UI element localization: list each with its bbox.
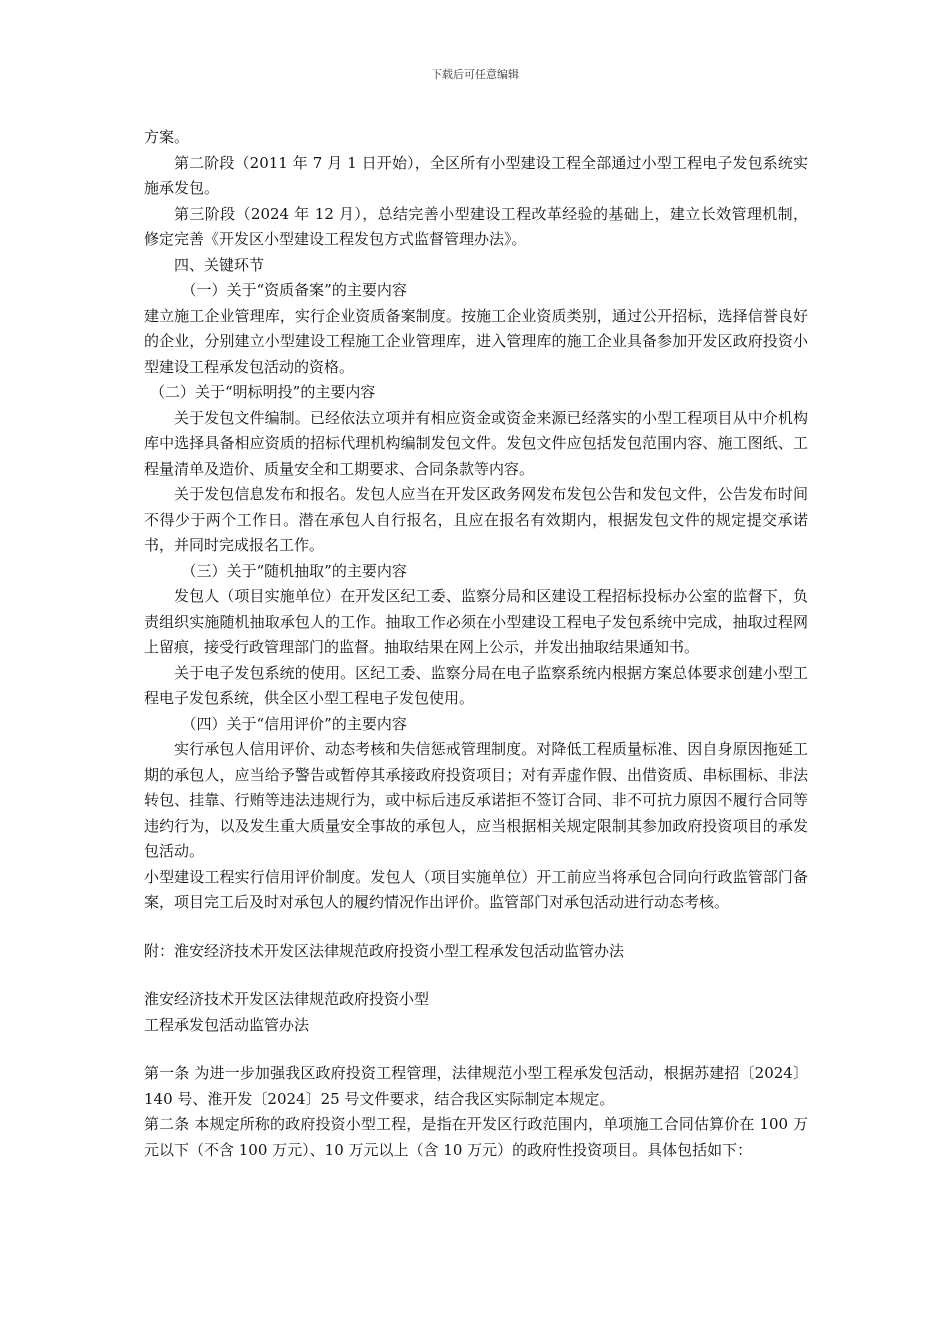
document-title-line-2: 工程承发包活动监管办法 [144,1015,310,1034]
document-body [144,125,808,1163]
subsection-heading: （四）关于“信用评价”的主要内容 [181,714,407,733]
paragraph: 关于电子发包系统的使用。区纪工委、监察分局在电子监察系统内根据方案总体要求创建小型工程电子发包系统，供全区小型工程电子发包使用。 [144,663,808,707]
paragraph: 小型建设工程实行信用评价制度。发包人（项目实施单位）开工前应当将承包合同向行政监管部门备案，项目完工后及时对承包人的履约情况作出评价。监管部门对承包活动进行动态考核。 [144,867,808,911]
subsection-heading: （三）关于“随机抽取”的主要内容 [181,561,407,580]
paragraph: 关于发包信息发布和报名。发包人应当在开发区政务网发布发包公告和发包文件，公告发布时间不得少于两个工作日。潜在承包人自行报名，且应在报名有效期内，根据发包文件的规定提交承诺书，并同时完成报名工作。 [144,485,808,554]
attachment-note: 附：淮安经济技术开发区法律规范政府投资小型工程承发包活动监管办法 [144,941,625,960]
paragraph: 第三阶段（2024 年 12 月），总结完善小型建设工程改革经验的基础上，建立长效管理机制，修定完善《开发区小型建设工程发包方式监督管理办法》。 [144,204,808,248]
paragraph: 方案。 [144,128,190,146]
paragraph: 关于发包文件编制。已经依法立项并有相应资金或资金来源已经落实的小型工程项目从中介机构库中选择具备相应资质的招标代理机构编制发包文件。发包文件应包括发包范围内容、施工图纸、工程量清单及造价、质量安全和工期要求、合同条款等内容。 [144,408,808,478]
subsection-heading: （一）关于“资质备案”的主要内容 [181,281,407,299]
page-header: 下载后可任意编辑 [431,68,519,81]
spacer [144,964,808,987]
paragraph: 建立施工企业管理库，实行企业资质备案制度。按施工企业资质类别，通过公开招标，选择信誉良好的企业，分别建立小型建设工程施工企业管理库，进入管理库的施工企业具备参加开发区政府投资小型建设工程承发包活动的资格。 [144,306,808,376]
article-1: 第一条 为进一步加强我区政府投资工程管理，法律规范小型工程承发包活动，根据苏建招〔2024〕140 号、淮开发〔2024〕25 号文件要求，结合我区实际制定本规定。 [144,1064,808,1108]
section-heading: 四、关键环节 [174,255,265,274]
document-title-line-1: 淮安经济技术开发区法律规范政府投资小型 [144,990,430,1008]
paragraph: 发包人（项目实施单位）在开发区纪工委、监察分局和区建设工程招标投标办公室的监督下，负责组织实施随机抽取承包人的工作。抽取工作必须在小型建设工程电子发包系统中完成，抽取过程网上留痕，接受行政管理部门的监督。抽取结果在网上公示，并发出抽取结果通知书。 [144,587,808,656]
paragraph: 第二阶段（2011 年 7 月 1 日开始），全区所有小型建设工程全部通过小型工程电子发包系统实施承发包。 [144,153,808,197]
spacer [144,916,808,939]
subsection-heading: （二）关于“明标明投”的主要内容 [150,383,376,401]
article-2: 第二条 本规定所称的政府投资小型工程，是指在开发区行政范围内，单项施工合同估算价在 100 万元以下（不含 100 万元）、10 万元以上（含 10 万元）的政府性投资项目。具体包括如下： [144,1115,808,1159]
paragraph: 实行承包人信用评价、动态考核和失信惩戒管理制度。对降低工程质量标准、因自身原因拖延工期的承包人，应当给予警告或暂停其承接政府投资项目；对有弄虚作假、出借资质、串标围标、非法转包、挂靠、行贿等违法违规行为，或中标后违反承诺拒不签订合同、非不可抗力原因不履行合同等违约行为，以及发生重大质量安全事故的承包人，应当根据相关规定限制其参加政府投资项目的承发包活动。 [144,740,808,860]
spacer [144,1038,808,1061]
